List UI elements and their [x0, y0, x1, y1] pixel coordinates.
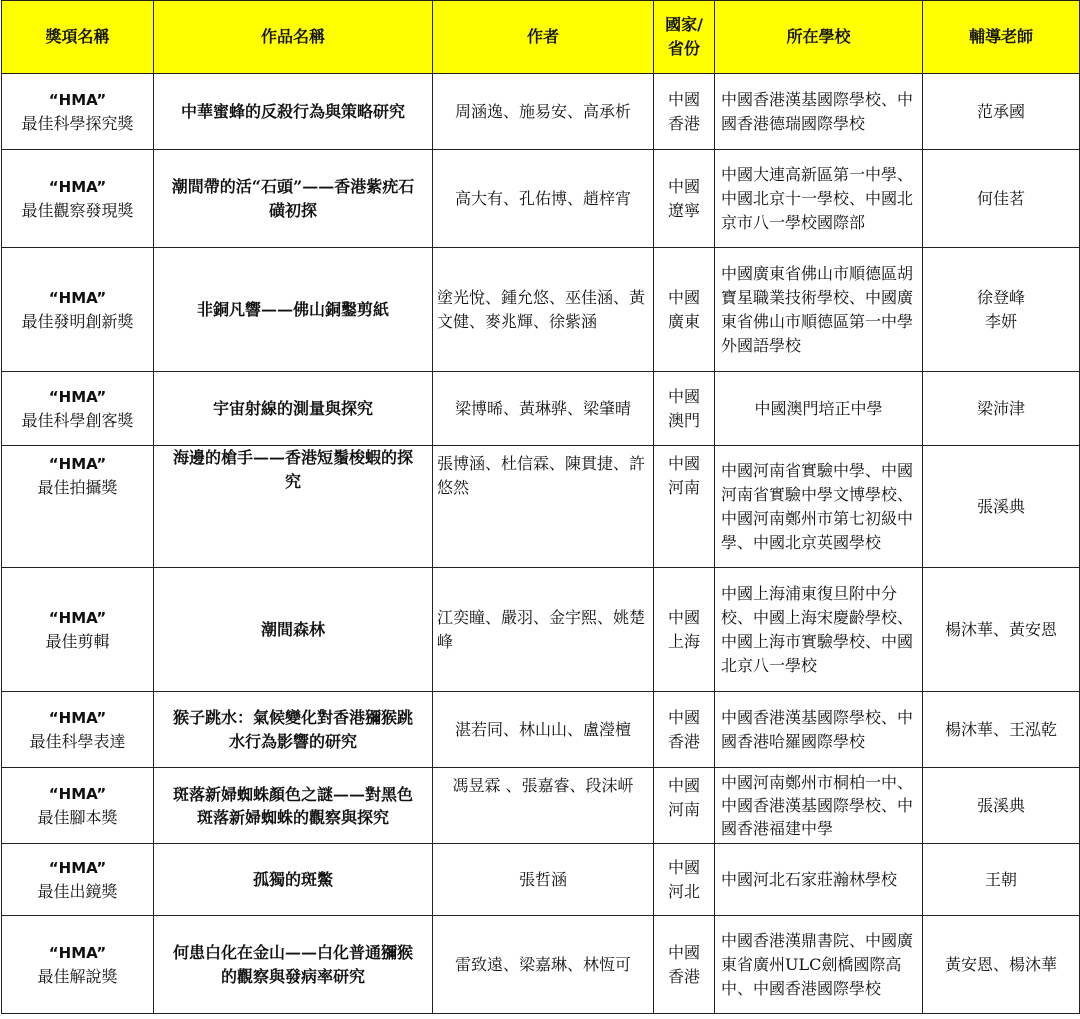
header-row — [2, 1, 1080, 74]
teacher-cell: 何佳茗 — [923, 150, 1080, 248]
work-title: 潮間帶的活“石頭”——香港紫疣石磺初探 — [154, 150, 433, 248]
school-cell: 中國河南鄭州市桐柏一中、中國香港漢基國際學校、中國香港福建中學 — [715, 768, 923, 844]
header-teacher: 輔導老師 — [923, 1, 1080, 74]
teacher-cell: 王朝 — [923, 844, 1080, 916]
teacher-cell: 張溪典 — [923, 768, 1080, 844]
prize-code: “HMA” — [48, 90, 107, 109]
authors-cell: 塗光悅、鍾允悠、巫佳涵、黃文健、麥兆輝、徐紫涵 — [433, 248, 654, 372]
prize-name: 最佳觀察發現獎 — [21, 200, 134, 220]
region-cell: 中國香港 — [654, 916, 715, 1014]
work-title: 猴子跳水：氣候變化對香港獼猴跳水行為影響的研究 — [154, 692, 433, 768]
authors-cell: 馮昱霖 、張嘉睿、段沫岍 — [433, 768, 654, 844]
prize-name: 最佳科學表達 — [29, 731, 126, 751]
awards-table — [1, 0, 1080, 1014]
prize-cell — [2, 568, 154, 692]
authors-cell: 周涵逸、施易安、高承析 — [433, 74, 654, 150]
prize-cell — [2, 446, 154, 568]
prize-cell — [2, 844, 154, 916]
prize-code: “HMA” — [48, 177, 107, 196]
region-cell: 中國香港 — [654, 692, 715, 768]
work-title: 斑落新婦蜘蛛顏色之謎——對黑色斑落新婦蜘蛛的觀察與探究 — [154, 768, 433, 844]
prize-cell — [2, 372, 154, 446]
prize-name: 最佳發明創新獎 — [21, 311, 134, 331]
school-cell: 中國澳門培正中學 — [715, 372, 923, 446]
region-cell: 中國河南 — [654, 446, 715, 568]
school-cell: 中國河北石家莊瀚林學校 — [715, 844, 923, 916]
work-title: 海邊的槍手——香港短鬚梭蝦的探究 — [154, 446, 433, 568]
prize-name: 最佳科學探究獎 — [21, 113, 134, 133]
teacher-name: 徐登峰 — [976, 287, 1025, 307]
prize-code: “HMA” — [48, 455, 107, 473]
header-authors: 作者 — [433, 1, 654, 74]
school-cell: 中國香港漢基國際學校、中國香港哈羅國際學校 — [715, 692, 923, 768]
work-title: 何患白化在金山——白化普通獼猴的觀察與發病率研究 — [154, 916, 433, 1014]
prize-code: “HMA” — [48, 784, 107, 803]
authors-cell: 雷致遠、梁嘉琳、林恆可 — [433, 916, 654, 1014]
teacher-cell — [923, 248, 1080, 372]
prize-name: 最佳出鏡獎 — [37, 881, 118, 901]
authors-cell: 張哲涵 — [433, 844, 654, 916]
region-cell: 中國河北 — [654, 844, 715, 916]
teacher-cell: 楊沐華、黃安恩 — [923, 568, 1080, 692]
prize-code: “HMA” — [48, 288, 107, 307]
prize-cell — [2, 248, 154, 372]
school-cell: 中國廣東省佛山市順德區胡寶星職業技術學校、中國廣東省佛山市順德區第一中學外國語學校 — [715, 248, 923, 372]
work-title: 潮間森林 — [154, 568, 433, 692]
header-region: 國家/省份 — [654, 1, 715, 74]
school-cell: 中國大連高新區第一中學、中國北京十一學校、中國北京市八一學校國際部 — [715, 150, 923, 248]
table-row — [2, 248, 1080, 372]
authors-cell: 高大有、孔佑博、趙梓宵 — [433, 150, 654, 248]
prize-code: “HMA” — [48, 708, 107, 727]
prize-name: 最佳腳本獎 — [37, 807, 118, 827]
region-cell: 中國香港 — [654, 74, 715, 150]
teacher-cell: 楊沐華、王泓乾 — [923, 692, 1080, 768]
school-cell: 中國香港漢鼎書院、中國廣東省廣州ULC劍橋國際高中、中國香港國際學校 — [715, 916, 923, 1014]
school-cell: 中國香港漢基國際學校、中國香港德瑞國際學校 — [715, 74, 923, 150]
prize-code: “HMA” — [48, 858, 107, 877]
table-row — [2, 568, 1080, 692]
prize-cell — [2, 692, 154, 768]
teacher-cell: 梁沛津 — [923, 372, 1080, 446]
work-title: 中華蜜蜂的反殺行為與策略研究 — [154, 74, 433, 150]
table-header — [2, 1, 1080, 74]
teacher-name: 李妍 — [984, 311, 1017, 331]
prize-cell — [2, 74, 154, 150]
table-row — [2, 844, 1080, 916]
authors-cell: 張博涵、杜信霖、陳貫捷、許悠然 — [433, 446, 654, 568]
school-cell: 中國上海浦東復旦附中分校、中國上海宋慶齡學校、中國上海市實驗學校、中國北京八一學校 — [715, 568, 923, 692]
table-body — [2, 74, 1080, 1014]
header-prize: 獎項名稱 — [2, 1, 154, 74]
table-row — [2, 74, 1080, 150]
region-cell: 中國遼寧 — [654, 150, 715, 248]
prize-cell — [2, 150, 154, 248]
header-school: 所在學校 — [715, 1, 923, 74]
school-cell: 中國河南省實驗中學、中國河南省實驗中學文博學校、中國河南鄭州市第七初級中學、中國北京英國學校 — [715, 446, 923, 568]
prize-code: “HMA” — [48, 943, 107, 962]
table-row — [2, 692, 1080, 768]
teacher-cell: 范承國 — [923, 74, 1080, 150]
prize-name: 最佳剪輯 — [45, 631, 110, 651]
region-cell: 中國河南 — [654, 768, 715, 844]
prize-code: “HMA” — [48, 608, 107, 627]
table-row — [2, 768, 1080, 844]
prize-cell — [2, 916, 154, 1014]
prize-code: “HMA” — [48, 387, 107, 406]
prize-cell — [2, 768, 154, 844]
authors-cell: 湛若同、林山山、盧瀅檀 — [433, 692, 654, 768]
region-cell: 中國澳門 — [654, 372, 715, 446]
prize-name: 最佳科學創客獎 — [21, 410, 134, 430]
authors-cell: 江奕瞳、嚴羽、金宇熙、姚楚峰 — [433, 568, 654, 692]
region-cell: 中國上海 — [654, 568, 715, 692]
table-row — [2, 446, 1080, 568]
prize-name: 最佳解說獎 — [37, 966, 118, 986]
work-title: 宇宙射線的測量與探究 — [154, 372, 433, 446]
table-row — [2, 916, 1080, 1014]
table-row — [2, 372, 1080, 446]
authors-cell: 梁博晞、黃琳骅、梁肇晴 — [433, 372, 654, 446]
work-title: 孤獨的斑鱉 — [154, 844, 433, 916]
table-row — [2, 150, 1080, 248]
teacher-cell: 張溪典 — [923, 446, 1080, 568]
region-cell: 中國廣東 — [654, 248, 715, 372]
teacher-cell: 黃安恩、楊沐華 — [923, 916, 1080, 1014]
header-work: 作品名稱 — [154, 1, 433, 74]
work-title: 非銅凡響——佛山銅鑿剪紙 — [154, 248, 433, 372]
prize-name: 最佳拍攝獎 — [37, 478, 118, 497]
